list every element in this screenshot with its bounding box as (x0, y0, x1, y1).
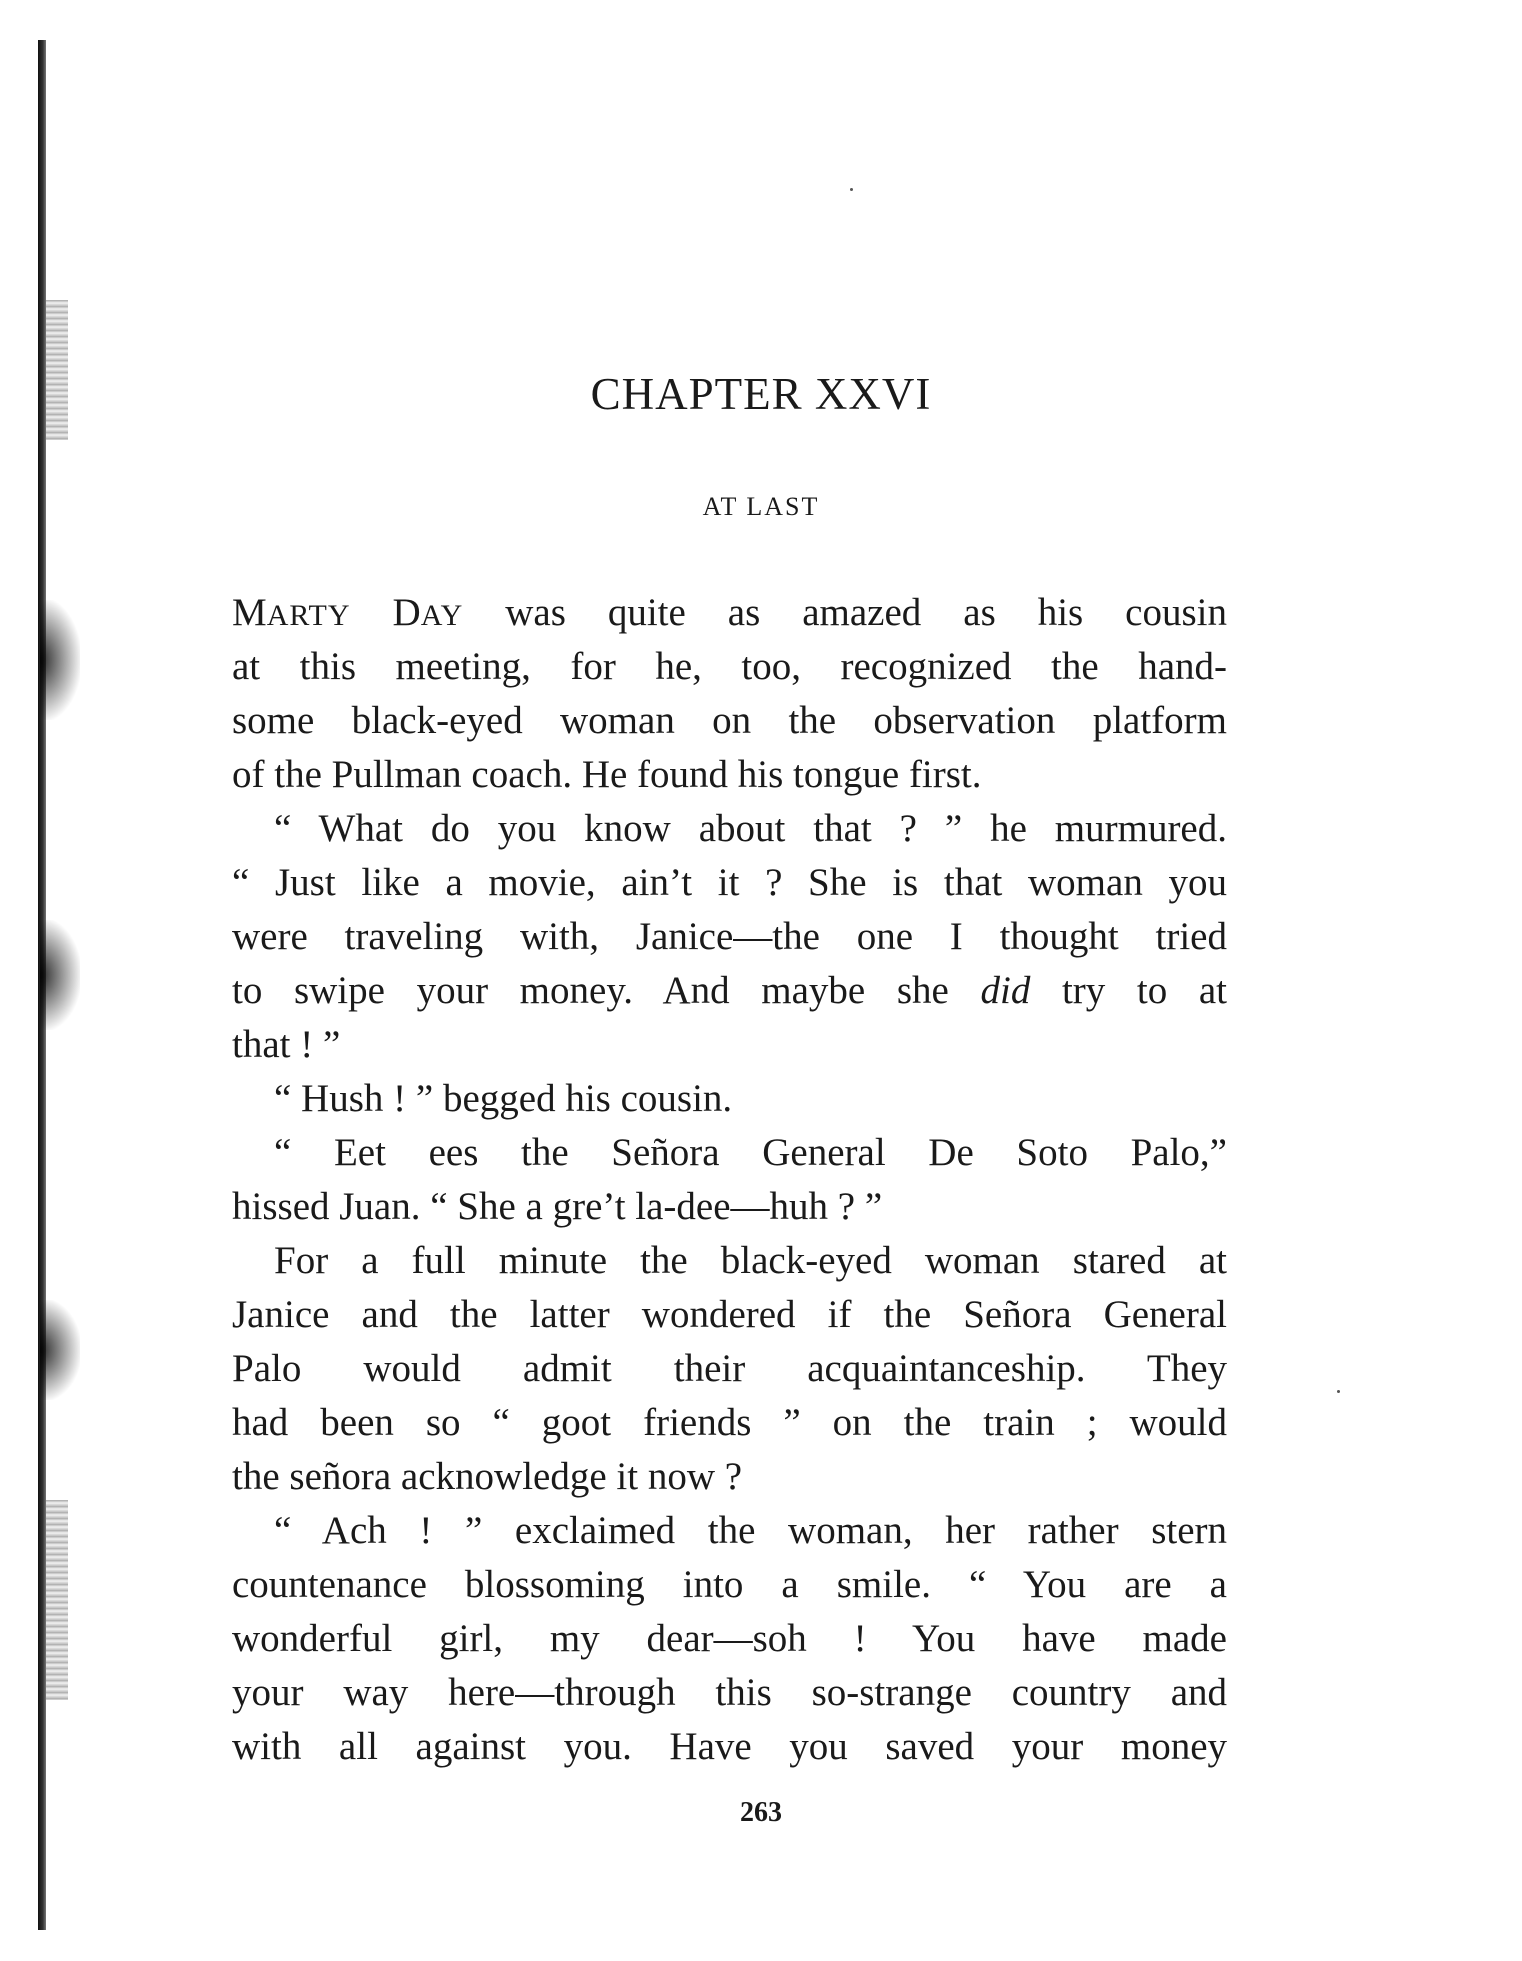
text-line: with all against you. Have you saved your money (232, 1725, 1227, 1768)
text-line: had been so “ goot friends ” on the train ; would (232, 1401, 1227, 1444)
text-line: that ! ” (232, 1023, 341, 1066)
text-line: countenance blossoming into a smile. “ You are a (232, 1563, 1227, 1606)
chapter-title: CHAPTER XXVI (590, 369, 932, 419)
text-line: Janice and the latter wondered if the Señora General (232, 1293, 1227, 1336)
text-line: of the Pullman coach. He found his tongue first. (232, 753, 982, 796)
text-line: “ Just like a movie, ain’t it ? She is that woman you (232, 861, 1227, 904)
page-number: 263 (740, 1797, 782, 1828)
binding-smudge (40, 600, 80, 720)
text-line: your way here—through this so-strange country and (232, 1671, 1227, 1714)
binding-smudge (40, 1300, 80, 1400)
text-line: Palo would admit their acquaintanceship. They (232, 1347, 1227, 1390)
binding-smudge (40, 920, 80, 1030)
text-line: “ Eet ees the Señora General De Soto Palo,” (274, 1131, 1227, 1174)
text-line: to swipe your money. And maybe she did try to at (232, 969, 1227, 1012)
text-line: at this meeting, for he, too, recognized the hand- (232, 645, 1227, 688)
chapter-subtitle: AT LAST (702, 492, 820, 521)
scan-speck (850, 188, 853, 191)
text-line: “ Hush ! ” begged his cousin. (274, 1077, 733, 1120)
scan-speck (1337, 1390, 1340, 1393)
body-text (232, 586, 1227, 1774)
text-line: hissed Juan. “ She a gre’t la-dee—huh ? ” (232, 1185, 883, 1228)
binding-speckle (46, 1500, 68, 1700)
text-line: the señora acknowledge it now ? (232, 1455, 743, 1498)
text-line: wonderful girl, my dear—soh ! You have made (232, 1617, 1227, 1660)
text-line: were traveling with, Janice—the one I thought tried (232, 915, 1227, 958)
text-line: For a full minute the black-eyed woman stared at (274, 1239, 1227, 1282)
text-line: MARTY DAY was quite as amazed as his cousin (232, 591, 1227, 634)
text-line: “ Ach ! ” exclaimed the woman, her rather stern (274, 1509, 1227, 1552)
text-line: some black-eyed woman on the observation platform (232, 699, 1227, 742)
text-line: “ What do you know about that ? ” he murmured. (274, 807, 1227, 850)
